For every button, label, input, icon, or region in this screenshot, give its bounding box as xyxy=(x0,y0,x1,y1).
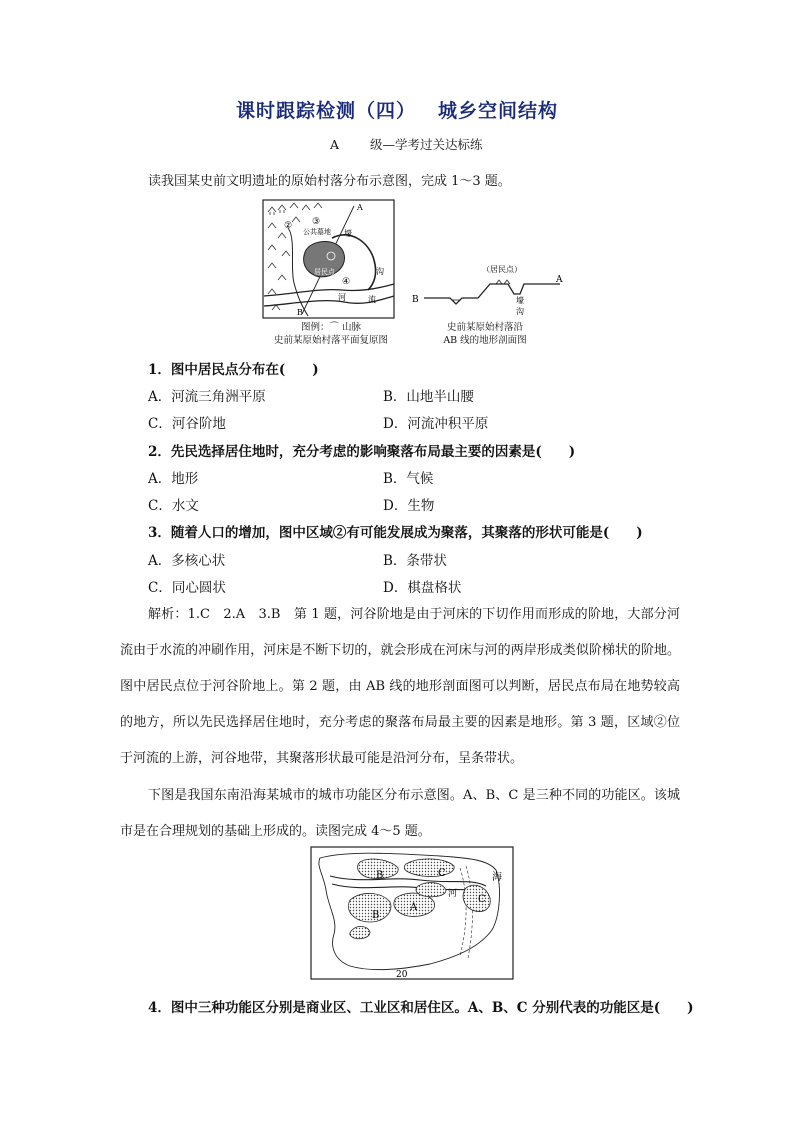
label-4: ④ xyxy=(342,277,351,287)
level-text: 级—学考过关达标练 xyxy=(370,137,483,152)
label-cemetery: 公共墓地 xyxy=(303,228,331,236)
fig1-legend: 图例：⌒ 山脉 xyxy=(300,322,362,333)
q1-option-c: C．河谷阶地 xyxy=(148,416,226,432)
intro-1: 读我国某史前文明遗址的原始村落分布示意图，完成 1～3 题。 xyxy=(148,174,511,189)
zone-label-a: A xyxy=(410,902,418,913)
label-trench: 壕 xyxy=(344,229,352,238)
question-1: 1．图中居民点分布在( ) xyxy=(148,362,319,378)
level-heading xyxy=(330,135,483,153)
profile-label-residence: （居民点） xyxy=(482,265,522,274)
label-2: ② xyxy=(284,221,293,231)
q3-option-c: C．同心圆状 xyxy=(148,580,226,596)
title-part1: 课时跟踪检测（四） xyxy=(235,100,416,122)
city-zone-figure xyxy=(310,846,514,984)
label-a: A xyxy=(357,203,363,212)
analysis-paragraph: 解析：1.C 2.A 3.B 第 1 题，河谷阶地是由于河床的下切作用而形成的阶地，大部分河流由于水流的冲刷作用，河床是不断下切的，就会形成在河床与河的两岸形成类似阶梯状的阶地。图中居民点位于河谷阶地上。第 2 题，由 AB 线的地形剖面图可以判断，居民点布局在地势较高的地方，所以先民选择居住地时，充分考虑的聚落布局最主要的因素是地形。第 3 题，区域②位于河流的上游，河谷地带，其聚落形状最可能是沿河分布，呈条带状。 xyxy=(120,607,680,766)
zone-label-c-1: C xyxy=(438,868,446,879)
profile-label-b: B xyxy=(412,295,419,305)
profile-label-trench: 壕 xyxy=(516,296,524,305)
label-ditch: 沟 xyxy=(376,267,384,276)
label-b: B xyxy=(297,308,303,317)
question-2: 2．先民选择居住地时，充分考虑的影响聚落布局最主要的因素是( ) xyxy=(148,444,576,460)
profile-label-ditch: 沟 xyxy=(516,307,524,316)
q2-option-b: B．气候 xyxy=(383,471,434,487)
title-part2: 城乡空间结构 xyxy=(438,100,559,122)
zone-label-c-2: C xyxy=(478,894,486,905)
zone-label-b-1: B xyxy=(376,870,384,881)
question-4: 4．图中三种功能区分别是商业区、工业区和居住区。A、B、C 分别代表的功能区是( ) xyxy=(148,1000,694,1016)
q2-option-a: A．地形 xyxy=(148,471,199,487)
label-residence: 居民点 xyxy=(314,268,335,276)
q1-option-d: D．河流冲积平原 xyxy=(383,416,489,432)
q1-option-a: A．河流三角洲平原 xyxy=(148,389,266,405)
q3-option-a: A．多核心状 xyxy=(148,553,226,569)
sea-label: 海 xyxy=(492,872,502,883)
level-letter: A xyxy=(330,137,340,152)
q2-option-c: C．水文 xyxy=(148,498,199,514)
fig1-caption: 史前某原始村落平面复原图 xyxy=(273,335,388,346)
q3-option-d: D．棋盘格状 xyxy=(383,580,462,596)
q3-option-b: B．条带状 xyxy=(383,553,447,569)
contour-label: 20 xyxy=(396,970,408,980)
fig2-caption-1: 史前某原始村落沿 xyxy=(446,322,523,333)
village-plan-figure xyxy=(262,198,396,324)
fig2-caption-2: AB 线的地形剖面图 xyxy=(443,335,527,346)
intro-2: 下图是我国东南沿海某城市的城市功能区分布示意图。A、B、C 是三种不同的功能区。该城市是在合理规划的基础上形成的。读图完成 4～5 题。 xyxy=(120,788,680,839)
label-river: 河 xyxy=(338,293,346,302)
q1-option-b: B．山地半山腰 xyxy=(383,389,474,405)
label-liu: 流 xyxy=(368,295,376,304)
city-zone-map xyxy=(310,846,514,980)
cross-section-profile xyxy=(410,258,570,318)
profile-label-a: A xyxy=(556,275,563,285)
river-label: 河 xyxy=(448,889,458,899)
question-3: 3．随着人口的增加，图中区域②有可能发展成为聚落，其聚落的形状可能是( ) xyxy=(148,525,643,541)
zone-label-b-2: B xyxy=(372,910,380,921)
label-3: ③ xyxy=(312,217,321,227)
cross-section-figure xyxy=(410,258,570,322)
page-title xyxy=(0,96,794,123)
q2-option-d: D．生物 xyxy=(383,498,435,514)
village-plan-map xyxy=(262,198,396,320)
